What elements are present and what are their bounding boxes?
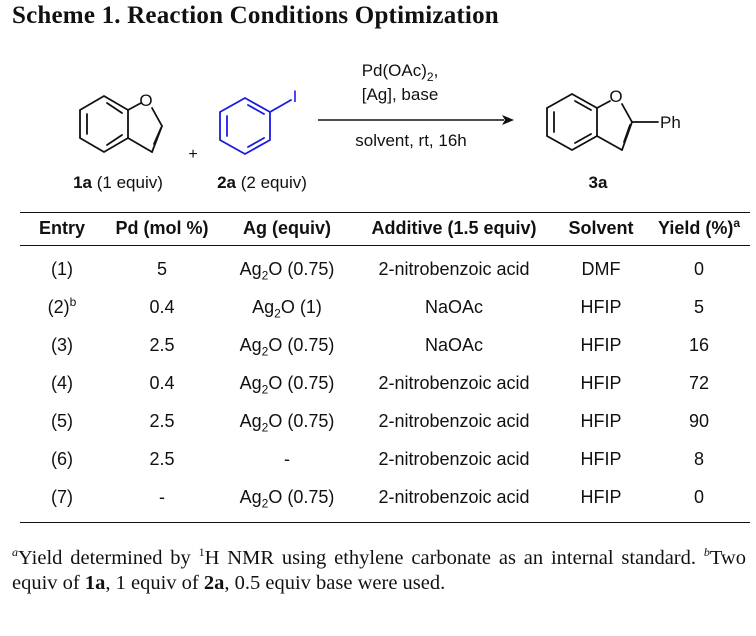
cell-entry (20, 326, 104, 364)
ag-formula-base: Ag (239, 258, 262, 279)
product-oxygen-atom: O (609, 87, 623, 106)
iodobenzene-structure (220, 98, 291, 154)
cell-additive: 2-nitrobenzoic acid (378, 258, 530, 279)
conditions-additives: [Ag], base (361, 85, 439, 104)
ag-formula-subscript: 2 (274, 306, 281, 321)
conditions-table (20, 212, 750, 523)
table-row (20, 326, 750, 364)
cell-ag (220, 288, 354, 326)
entry-label: (7) (51, 486, 73, 507)
footnote-a-text-cont: H NMR using ethylene carbonate as an internal standard. (204, 547, 704, 569)
ag-formula-subscript: 2 (261, 496, 269, 511)
cell-additive: 2-nitrobenzoic acid (378, 372, 530, 393)
header-yield-footnote-mark: a (733, 216, 741, 230)
entry-label: (4) (51, 372, 73, 393)
ag-formula-base: Ag (252, 296, 275, 317)
header-yield (648, 213, 750, 246)
reaction-scheme (0, 40, 756, 200)
header-pd: Pd (mol %) (115, 218, 209, 238)
cell-pd: 2.5 (149, 448, 175, 469)
table-row (20, 440, 750, 478)
cell-yield: 8 (693, 448, 704, 469)
table-row (20, 402, 750, 440)
cell-additive: 2-nitrobenzoic acid (378, 486, 530, 507)
header-yield-label: Yield (%) (657, 218, 734, 238)
entry-label: (6) (51, 448, 73, 469)
table-row (20, 246, 750, 289)
cell-yield: 16 (688, 334, 710, 355)
ag-formula-base: Ag (239, 486, 262, 507)
ag-formula-base: Ag (239, 372, 262, 393)
product-phenyl-group: Ph (660, 113, 681, 132)
entry-footnote-mark: b (69, 294, 77, 309)
ag-formula-rest: O (0.75) (268, 486, 335, 507)
footnote-a-mark: a (12, 545, 18, 560)
cell-solvent: HFIP (580, 334, 622, 355)
footnote-b-mark: b (703, 545, 710, 560)
footnote-b-text-3: , 0.5 equiv base were used. (224, 572, 446, 594)
cell-pd: - (159, 486, 165, 507)
entry-label: (2) (47, 296, 70, 317)
compound-label-3a: 3a (588, 173, 608, 192)
entry-label: (5) (51, 410, 73, 431)
compound-label-2a: 2a (2 equiv) (217, 173, 307, 192)
conditions-solvent: solvent, rt, 16h (355, 131, 467, 150)
cell-yield: 0 (693, 258, 704, 279)
cell-solvent: HFIP (580, 296, 622, 317)
conditions-catalyst: $Pd(OAc)_2$, (361, 61, 439, 84)
iodine-atom: I (292, 87, 298, 106)
ag-formula-rest: O (0.75) (268, 410, 335, 431)
footnote-a-superscript: 1 (198, 545, 205, 560)
table-header-row (20, 213, 750, 246)
cell-ag (220, 440, 354, 478)
cell-ag (220, 402, 354, 440)
header-solvent: Solvent (568, 218, 634, 238)
cell-yield: 90 (688, 410, 710, 431)
header-entry: Entry (38, 218, 85, 238)
table-row (20, 478, 750, 523)
cell-ag (220, 246, 354, 289)
benzofuran-oxygen-atom: O (139, 91, 153, 110)
table-row (20, 288, 750, 326)
cell-solvent: DMF (581, 258, 621, 279)
cell-pd: 2.5 (149, 410, 175, 431)
cell-entry (20, 478, 104, 523)
product-structure (547, 94, 658, 150)
footnote-b-text: Two equiv of (12, 547, 746, 594)
ag-formula-rest: O (0.75) (268, 372, 335, 393)
cell-pd: 0.4 (149, 372, 175, 393)
cell-pd: 0.4 (149, 296, 175, 317)
table-body (20, 246, 750, 523)
ag-formula-subscript: 2 (261, 268, 269, 283)
footnote-b-compound-1a: 1a (84, 572, 106, 594)
header-additive: Additive (1.5 equiv) (371, 218, 537, 238)
cell-yield: 72 (688, 372, 710, 393)
ag-formula-rest: O (0.75) (268, 334, 335, 355)
cell-entry (20, 364, 104, 402)
cell-entry (20, 288, 104, 326)
cell-solvent: HFIP (580, 486, 622, 507)
footnote-b-compound-2a: 2a (203, 572, 225, 594)
header-ag: Ag (equiv) (243, 218, 331, 238)
cell-solvent: HFIP (580, 410, 622, 431)
cell-yield: 5 (693, 296, 704, 317)
ag-formula-subscript: 2 (261, 382, 269, 397)
ag-formula-rest: O (1) (280, 296, 322, 317)
scheme-title: Scheme 1. Reaction Conditions Optimization (12, 2, 499, 29)
footnote-b-text-2: , 1 equiv of (105, 572, 204, 594)
footnote-a-text: Yield determined by (18, 547, 199, 569)
cell-additive: NaOAc (424, 296, 484, 317)
cell-additive: 2-nitrobenzoic acid (378, 410, 530, 431)
cell-additive: NaOAc (424, 334, 484, 355)
cell-ag (220, 364, 354, 402)
cell-ag (220, 326, 354, 364)
conditions-table-container (20, 212, 750, 523)
entry-label: (3) (51, 334, 73, 355)
cell-additive: 2-nitrobenzoic acid (378, 448, 530, 469)
cell-yield: 0 (693, 486, 704, 507)
cell-entry (20, 440, 104, 478)
cell-entry (20, 402, 104, 440)
table-footnotes (12, 546, 746, 596)
ag-formula-base: Ag (239, 334, 262, 355)
cell-pd: 2.5 (149, 334, 175, 355)
ag-formula-subscript: 2 (261, 420, 269, 435)
cell-ag (220, 478, 354, 523)
cell-solvent: HFIP (580, 448, 622, 469)
ag-formula-rest: O (0.75) (268, 258, 335, 279)
ag-formula-base: - (284, 448, 290, 469)
entry-label: (1) (51, 258, 73, 279)
plus-sign: + (188, 146, 198, 163)
ag-formula-base: Ag (239, 410, 262, 431)
compound-label-1a: 1a (1 equiv) (73, 173, 163, 192)
table-row (20, 364, 750, 402)
cell-entry (20, 246, 104, 289)
ag-formula-subscript: 2 (261, 344, 269, 359)
cell-pd: 5 (156, 258, 167, 279)
cell-solvent: HFIP (580, 372, 622, 393)
